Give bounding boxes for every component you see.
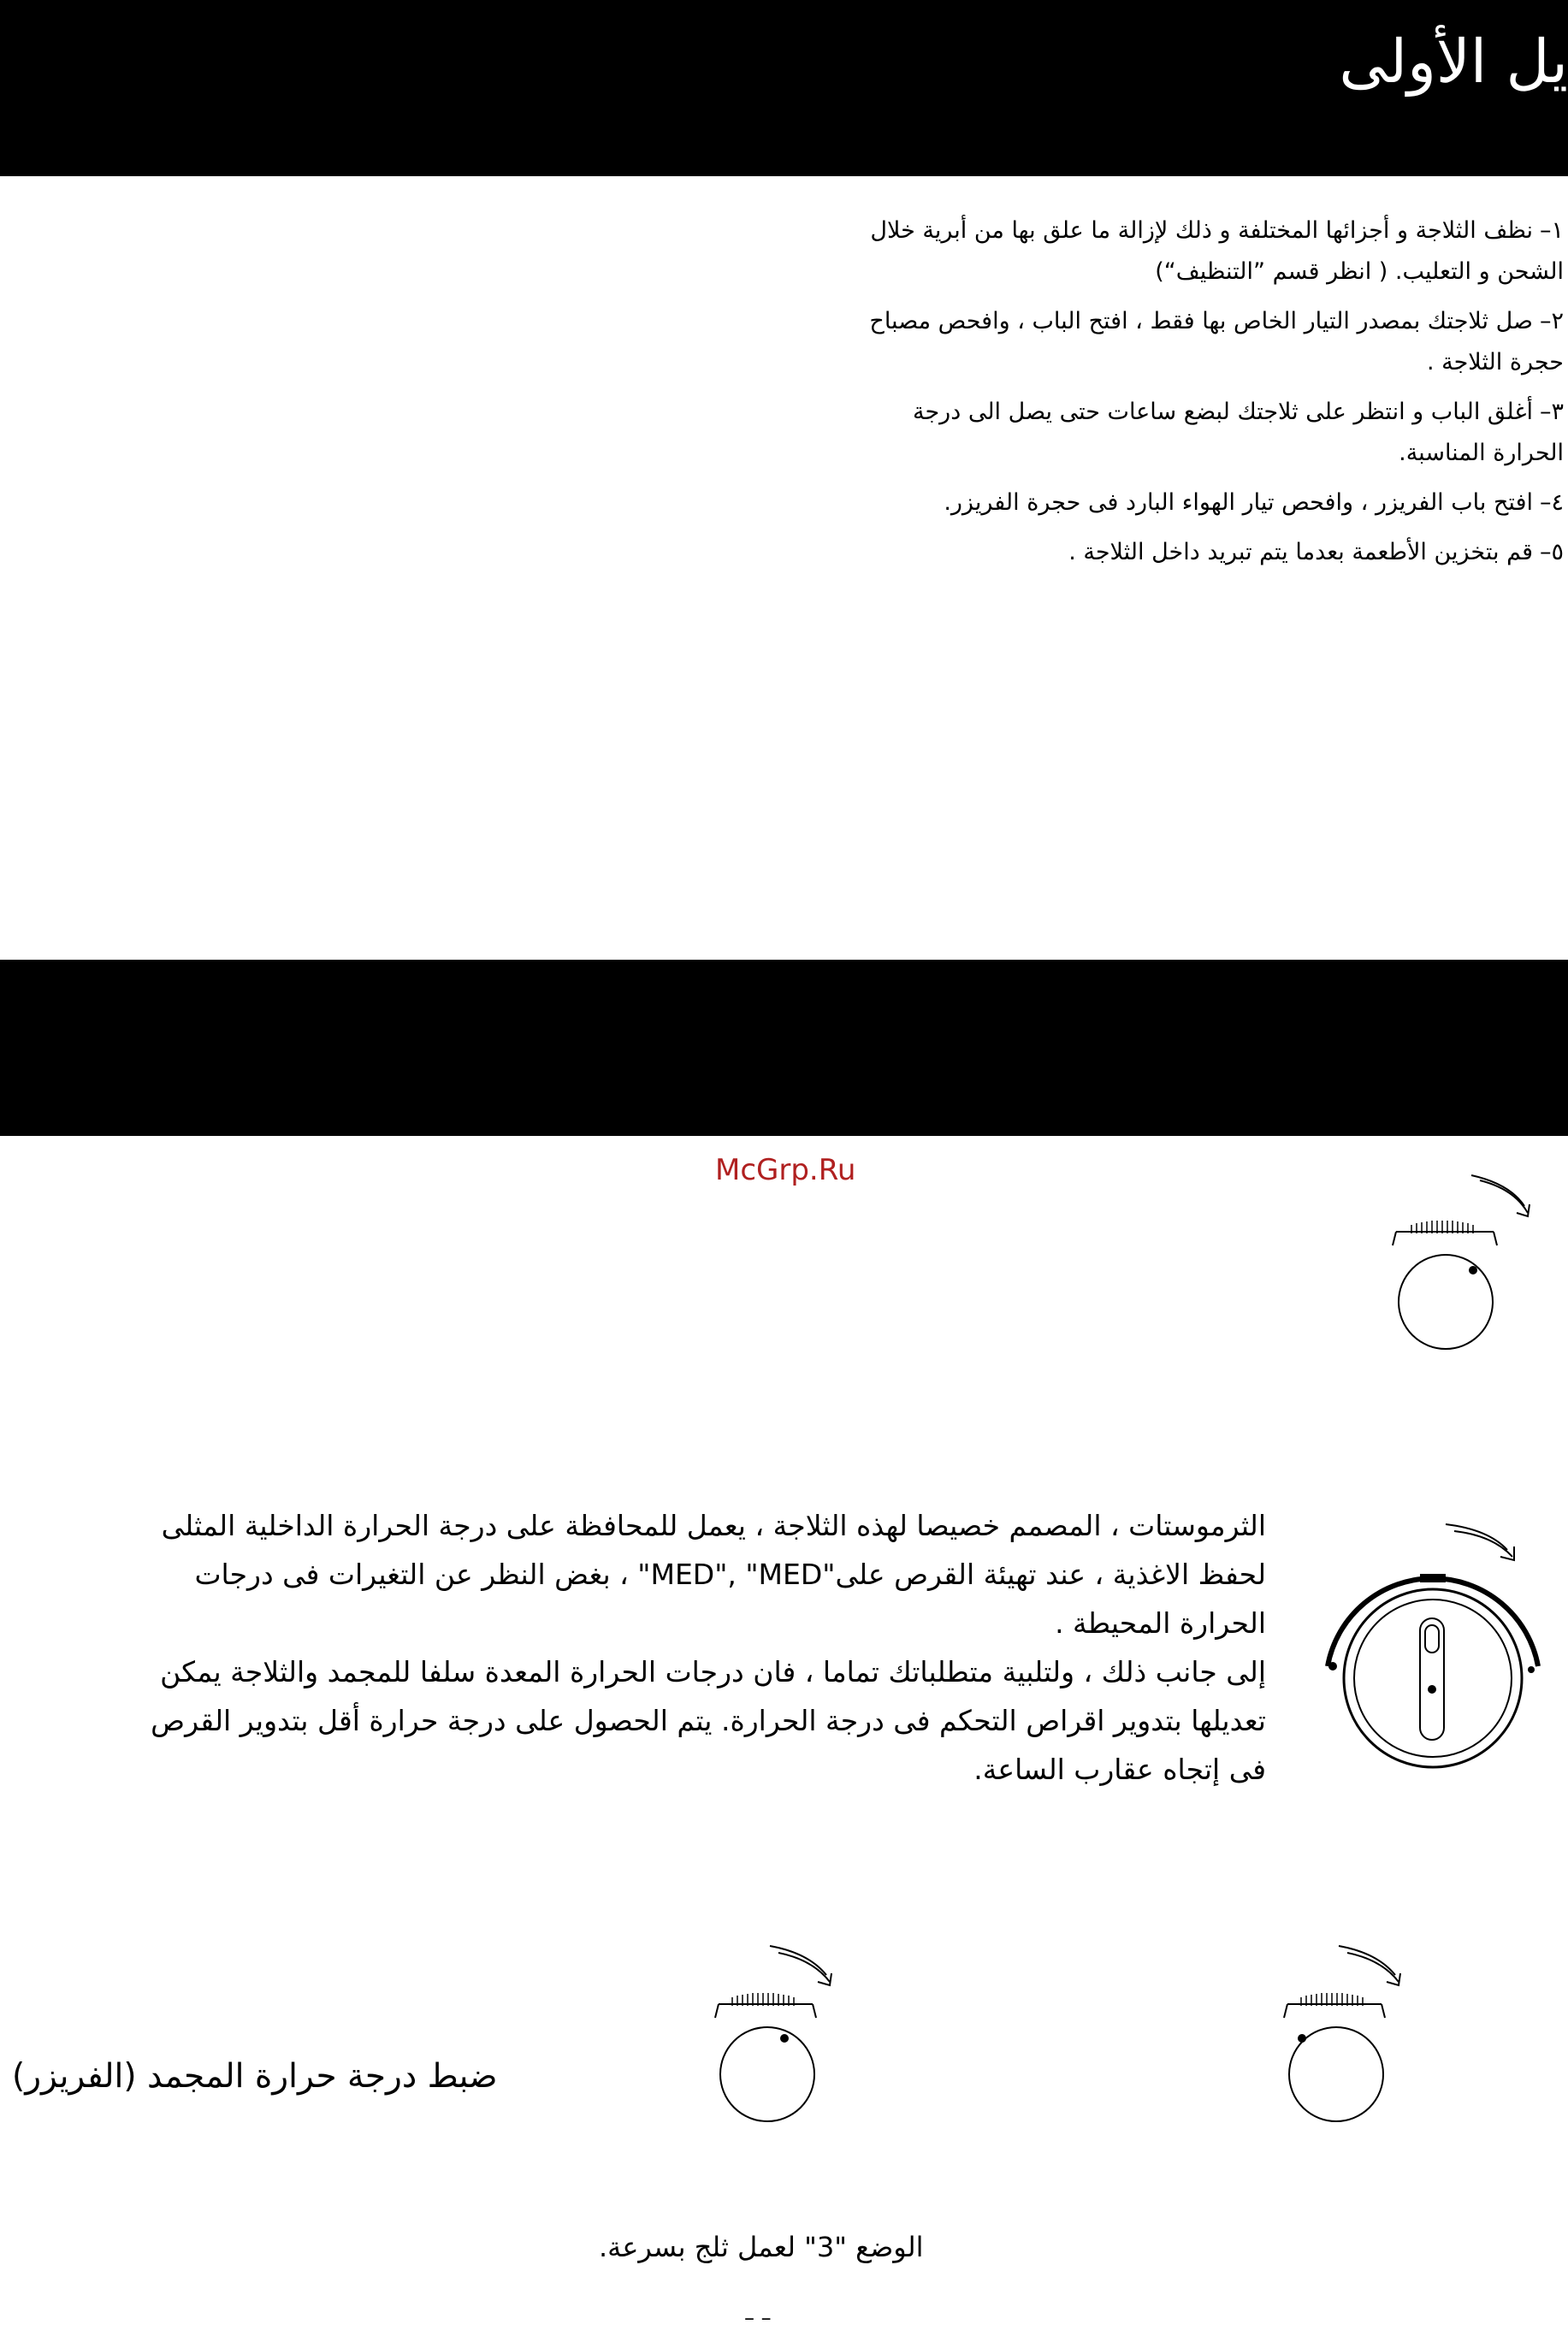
section-header-band-2 [0, 960, 1568, 1136]
thermostat-paragraph-2: إلى جانب ذلك ، ولتلبية متطلباتك تماما ، فان درجات الحرارة المعدة سلفا للمجمد والثلاجة يمكن تعديلها بتدوير اقراص التحكم فى درجة الحرارة. يتم الحصول على درجة حرارة أقل بتدوير القرص فى إتجاه عقارب الساعة. [151, 1655, 1266, 1786]
list-item: ٣–أغلق الباب و انتظر على ثلاجتك لبضع ساعات حتى يصل الى درجة الحرارة المناسبة. [913, 399, 1564, 466]
section-title: يل الأولى [1339, 27, 1568, 97]
page-number: – – [744, 2306, 772, 2330]
list-item: ٢–صل ثلاجتك بمصدر التيار الخاص بها فقط ، افتح الباب ، وافحص مصباح حجرة الثلاجة . [869, 308, 1564, 376]
list-item: ٤–افتح باب الفريزر ، وافحص تيار الهواء البارد فى حجرة الفريزر. [944, 489, 1564, 516]
thermostat-dial-icon [1377, 1172, 1540, 1369]
startup-steps-list [862, 210, 1564, 582]
thermostat-paragraph-1: الثرموستات ، المصمم خصيصا لهذه الثلاجة ، يعمل للمحافظة على درجة الحرارة الداخلية المثلى لحفظ الاغذية ، عند تهيئة القرص على"MED", "MED" ، بغض النظر عن التغيرات فى درجات الحرارة المحيطة . [161, 1509, 1266, 1640]
watermark-text: McGrp.Ru [715, 1153, 856, 1187]
fridge-dial-icon [1253, 1937, 1424, 2134]
freezer-dial-icon [684, 1937, 855, 2134]
thermostat-knob-icon [1309, 1514, 1565, 1771]
list-item: ١–نظف الثلاجة و أجزائها المختلفة و ذلك لإزالة ما علق بها من أبرية خلال الشحن و التعليب. ( انظر قسم ”التنظيف“) [870, 217, 1564, 285]
section-header-band [0, 0, 1568, 176]
position-note: الوضع "3" لعمل ثلج بسرعة. [599, 2231, 924, 2263]
freezer-heading: ضبط درجة حرارة المجمد (الفريزر) [12, 2057, 498, 2096]
list-item: ٥–قم بتخزين الأطعمة بعدما يتم تبريد داخل الثلاجة . [1068, 539, 1564, 565]
thermostat-description [145, 1501, 1266, 1794]
